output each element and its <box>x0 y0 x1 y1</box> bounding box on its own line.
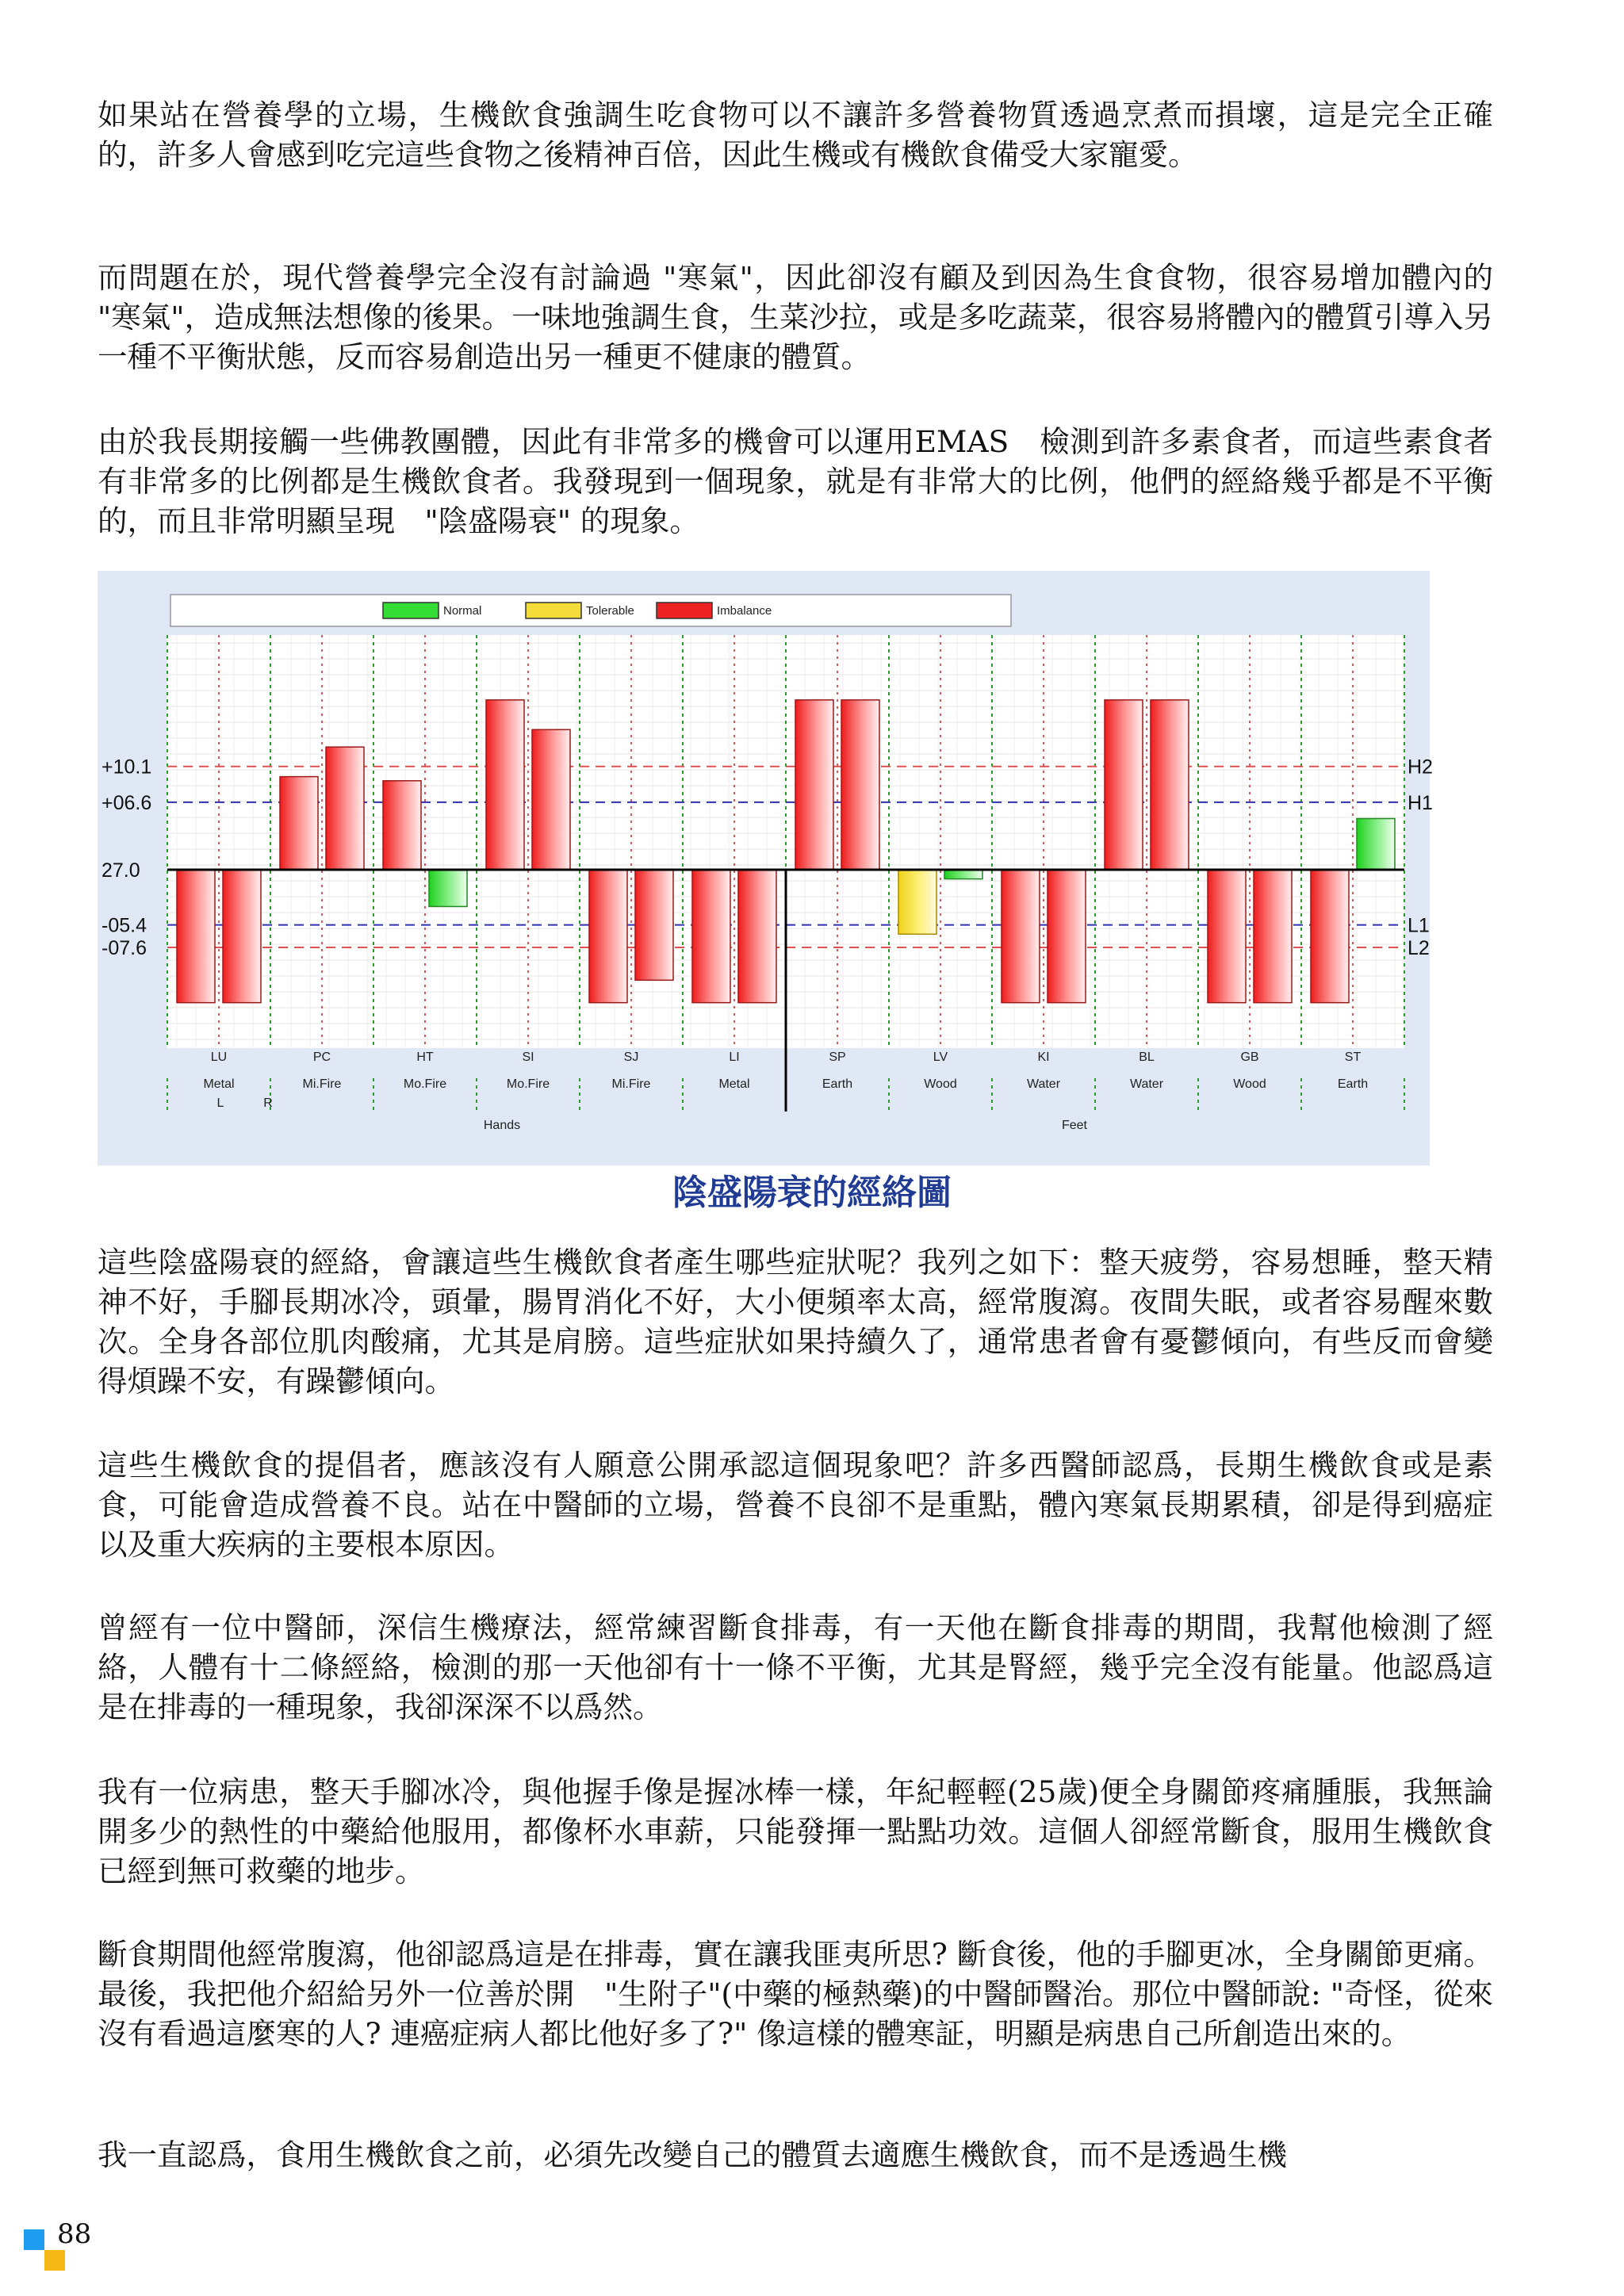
element-label: Mi.Fire <box>302 1077 342 1091</box>
y-tick-label: -07.6 <box>102 937 147 960</box>
paragraph-6: 曾經有一位中醫師，深信生機療法，經常練習斷食排毒，有一天他在斷食排毒的期間，我幫他檢測了經絡，人體有十二條經絡，檢測的那一天他卻有十一條不平衡，尤其是腎經，幾乎完全沒有能量。他認爲這是在排毒的一種現象，我卻深深不以爲然。 <box>98 1610 1493 1724</box>
paragraph-9: 我一直認爲，食用生機飲食之前，必須先改變自己的體質去適應生機飲食，而不是透過生機 <box>98 2137 1287 2172</box>
y-tick-label: +10.1 <box>102 756 152 779</box>
bar-bl-right <box>1151 700 1189 870</box>
side-label-left: L <box>216 1096 224 1110</box>
bar-pc-right <box>326 747 364 870</box>
element-label: Wood <box>1233 1077 1266 1091</box>
element-label: Metal <box>203 1077 235 1091</box>
paragraph-7: 我有一位病患，整天手腳冰冷，與他握手像是握冰棒一樣，年紀輕輕(25歲)便全身關節疼痛腫脹，我無論開多少的熱性的中藥給他服用，都像杯水車薪，只能發揮一點點功效。這個人卻經常斷食，服用生機飲食已經到無可救藥的地步。 <box>98 1774 1493 1888</box>
reference-label-h1: H1 <box>1408 791 1433 814</box>
element-label: Mo.Fire <box>403 1077 447 1091</box>
element-label: Mi.Fire <box>611 1077 651 1091</box>
chart-caption: 陰盛陽衰的經絡圖 <box>672 1173 952 1213</box>
meridian-code-label: BL <box>1139 1050 1155 1064</box>
meridian-code-label: GB <box>1240 1050 1259 1064</box>
element-label: Metal <box>718 1077 750 1091</box>
bar-lu-right <box>223 870 261 1003</box>
side-label-right: R <box>263 1096 273 1110</box>
meridian-code-label: KI <box>1037 1050 1050 1064</box>
y-tick-label: +06.6 <box>102 791 152 814</box>
group-label-hands: Hands <box>483 1119 521 1132</box>
meridian-code-label: SP <box>829 1050 846 1064</box>
bar-bl-left <box>1105 700 1143 870</box>
meridian-code-label: HT <box>416 1050 434 1064</box>
legend-label-imbalance: Imbalance <box>717 604 772 618</box>
bar-sj-right <box>635 870 673 980</box>
meridian-code-label: LI <box>729 1050 740 1064</box>
reference-label-l2: L2 <box>1408 937 1430 960</box>
bar-st-right <box>1357 819 1395 871</box>
meridian-code-label: PC <box>312 1050 331 1064</box>
element-label: Earth <box>1337 1077 1369 1091</box>
paragraph-3: 由於我長期接觸一些佛教團體，因此有非常多的機會可以運用EMAS 檢測到許多素食者，而這些素食者有非常多的比例都是生機飲食者。我發現到一個現象，就是有非常大的比例，他們的經絡幾乎都是不平衡的，而且非常明顯呈現 "陰盛陽衰" 的現象。 <box>98 424 1493 538</box>
bar-sp-right <box>841 700 879 870</box>
page-corner-blue-square <box>24 2229 44 2250</box>
bar-li-right <box>738 870 776 1003</box>
paragraph-1: 如果站在營養學的立場，生機飲食強調生吃食物可以不讓許多營養物質透過烹煮而損壞，這是完全正確的，許多人會感到吃完這些食物之後精神百倍，因此生機或有機飲食備受大家寵愛。 <box>98 98 1493 172</box>
bar-pc-left <box>280 777 318 870</box>
element-label: Wood <box>924 1077 957 1091</box>
bar-sj-left <box>589 870 627 1003</box>
bar-lu-left <box>177 870 215 1003</box>
meridian-code-label: ST <box>1344 1050 1362 1064</box>
legend-label-normal: Normal <box>443 604 482 618</box>
paragraph-4: 這些陰盛陽衰的經絡，會讓這些生機飲食者產生哪些症狀呢？我列之如下：整天疲勞，容易想睡，整天精神不好，手腳長期冰冷，頭暈，腸胃消化不好，大小便頻率太高，經常腹瀉。夜間失眠，或者容易醒來數次。全身各部位肌肉酸痛，尤其是肩膀。這些症狀如果持續久了，通常患者會有憂鬱傾向，有些反而會變得煩躁不安，有躁鬱傾向。 <box>98 1245 1493 1399</box>
bar-lv-left <box>898 870 936 934</box>
bar-st-left <box>1311 870 1349 1003</box>
reference-label-h2: H2 <box>1408 756 1433 779</box>
bar-ki-right <box>1048 870 1086 1003</box>
legend-swatch-imbalance <box>657 603 712 618</box>
bar-sp-left <box>795 700 833 870</box>
y-tick-label: 27.0 <box>102 859 140 882</box>
legend-label-tolerable: Tolerable <box>586 604 634 618</box>
bar-ht-left <box>383 781 421 870</box>
page-corner-yellow-square <box>44 2250 65 2271</box>
bar-si-right <box>532 729 570 870</box>
element-label: Water <box>1129 1077 1164 1091</box>
bar-si-left <box>486 700 524 870</box>
meridian-chart-svg <box>98 571 1433 1165</box>
bar-gb-right <box>1254 870 1292 1003</box>
meridian-code-label: LU <box>210 1050 228 1064</box>
element-label: Earth <box>822 1077 853 1091</box>
meridian-code-label: SJ <box>623 1050 639 1064</box>
paragraph-5: 這些生機飲食的提倡者，應該沒有人願意公開承認這個現象吧？許多西醫師認爲，長期生機飲食或是素食，可能會造成營養不良。站在中醫師的立場，營養不良卻不是重點，體內寒氣長期累積，卻是得到癌症以及重大疾病的主要根本原因。 <box>98 1448 1493 1562</box>
meridian-code-label: SI <box>522 1050 534 1064</box>
bar-gb-left <box>1208 870 1246 1003</box>
meridian-chart <box>98 571 1433 1165</box>
element-label: Water <box>1026 1077 1061 1091</box>
legend-swatch-tolerable <box>526 603 581 618</box>
element-label: Mo.Fire <box>506 1077 550 1091</box>
reference-label-l1: L1 <box>1408 914 1430 937</box>
legend-swatch-normal <box>383 603 439 618</box>
page-number: 88 <box>57 2218 92 2250</box>
paragraph-2: 而問題在於，現代營養學完全沒有討論過 "寒氣"，因此卻沒有顧及到因為生食食物，很容易增加體內的 "寒氣"，造成無法想像的後果。一味地強調生食，生菜沙拉，或是多吃蔬菜，很容易將體內的體質引導入另一種不平衡狀態，反而容易創造出另一種更不健康的體質。 <box>98 260 1493 374</box>
group-label-feet: Feet <box>1061 1119 1088 1132</box>
paragraph-8: 斷食期間他經常腹瀉，他卻認爲這是在排毒，實在讓我匪夷所思? 斷食後，他的手腳更冰，全身關節更痛。最後，我把他介紹給另外一位善於開 "生附子"(中藥的極熱藥)的中醫師醫治。那位中醫師說: "奇怪，從來沒有看過這麼寒的人? 連癌症病人都比他好多了?" 像這樣的體寒証，明顯是病患自己所創造出來的。 <box>98 1937 1493 2051</box>
y-tick-label: -05.4 <box>102 914 147 937</box>
bar-lv-right <box>944 870 982 879</box>
bar-li-left <box>692 870 730 1003</box>
bar-ht-right <box>429 870 467 906</box>
bar-ki-left <box>1002 870 1040 1003</box>
meridian-code-label: LV <box>933 1050 948 1064</box>
